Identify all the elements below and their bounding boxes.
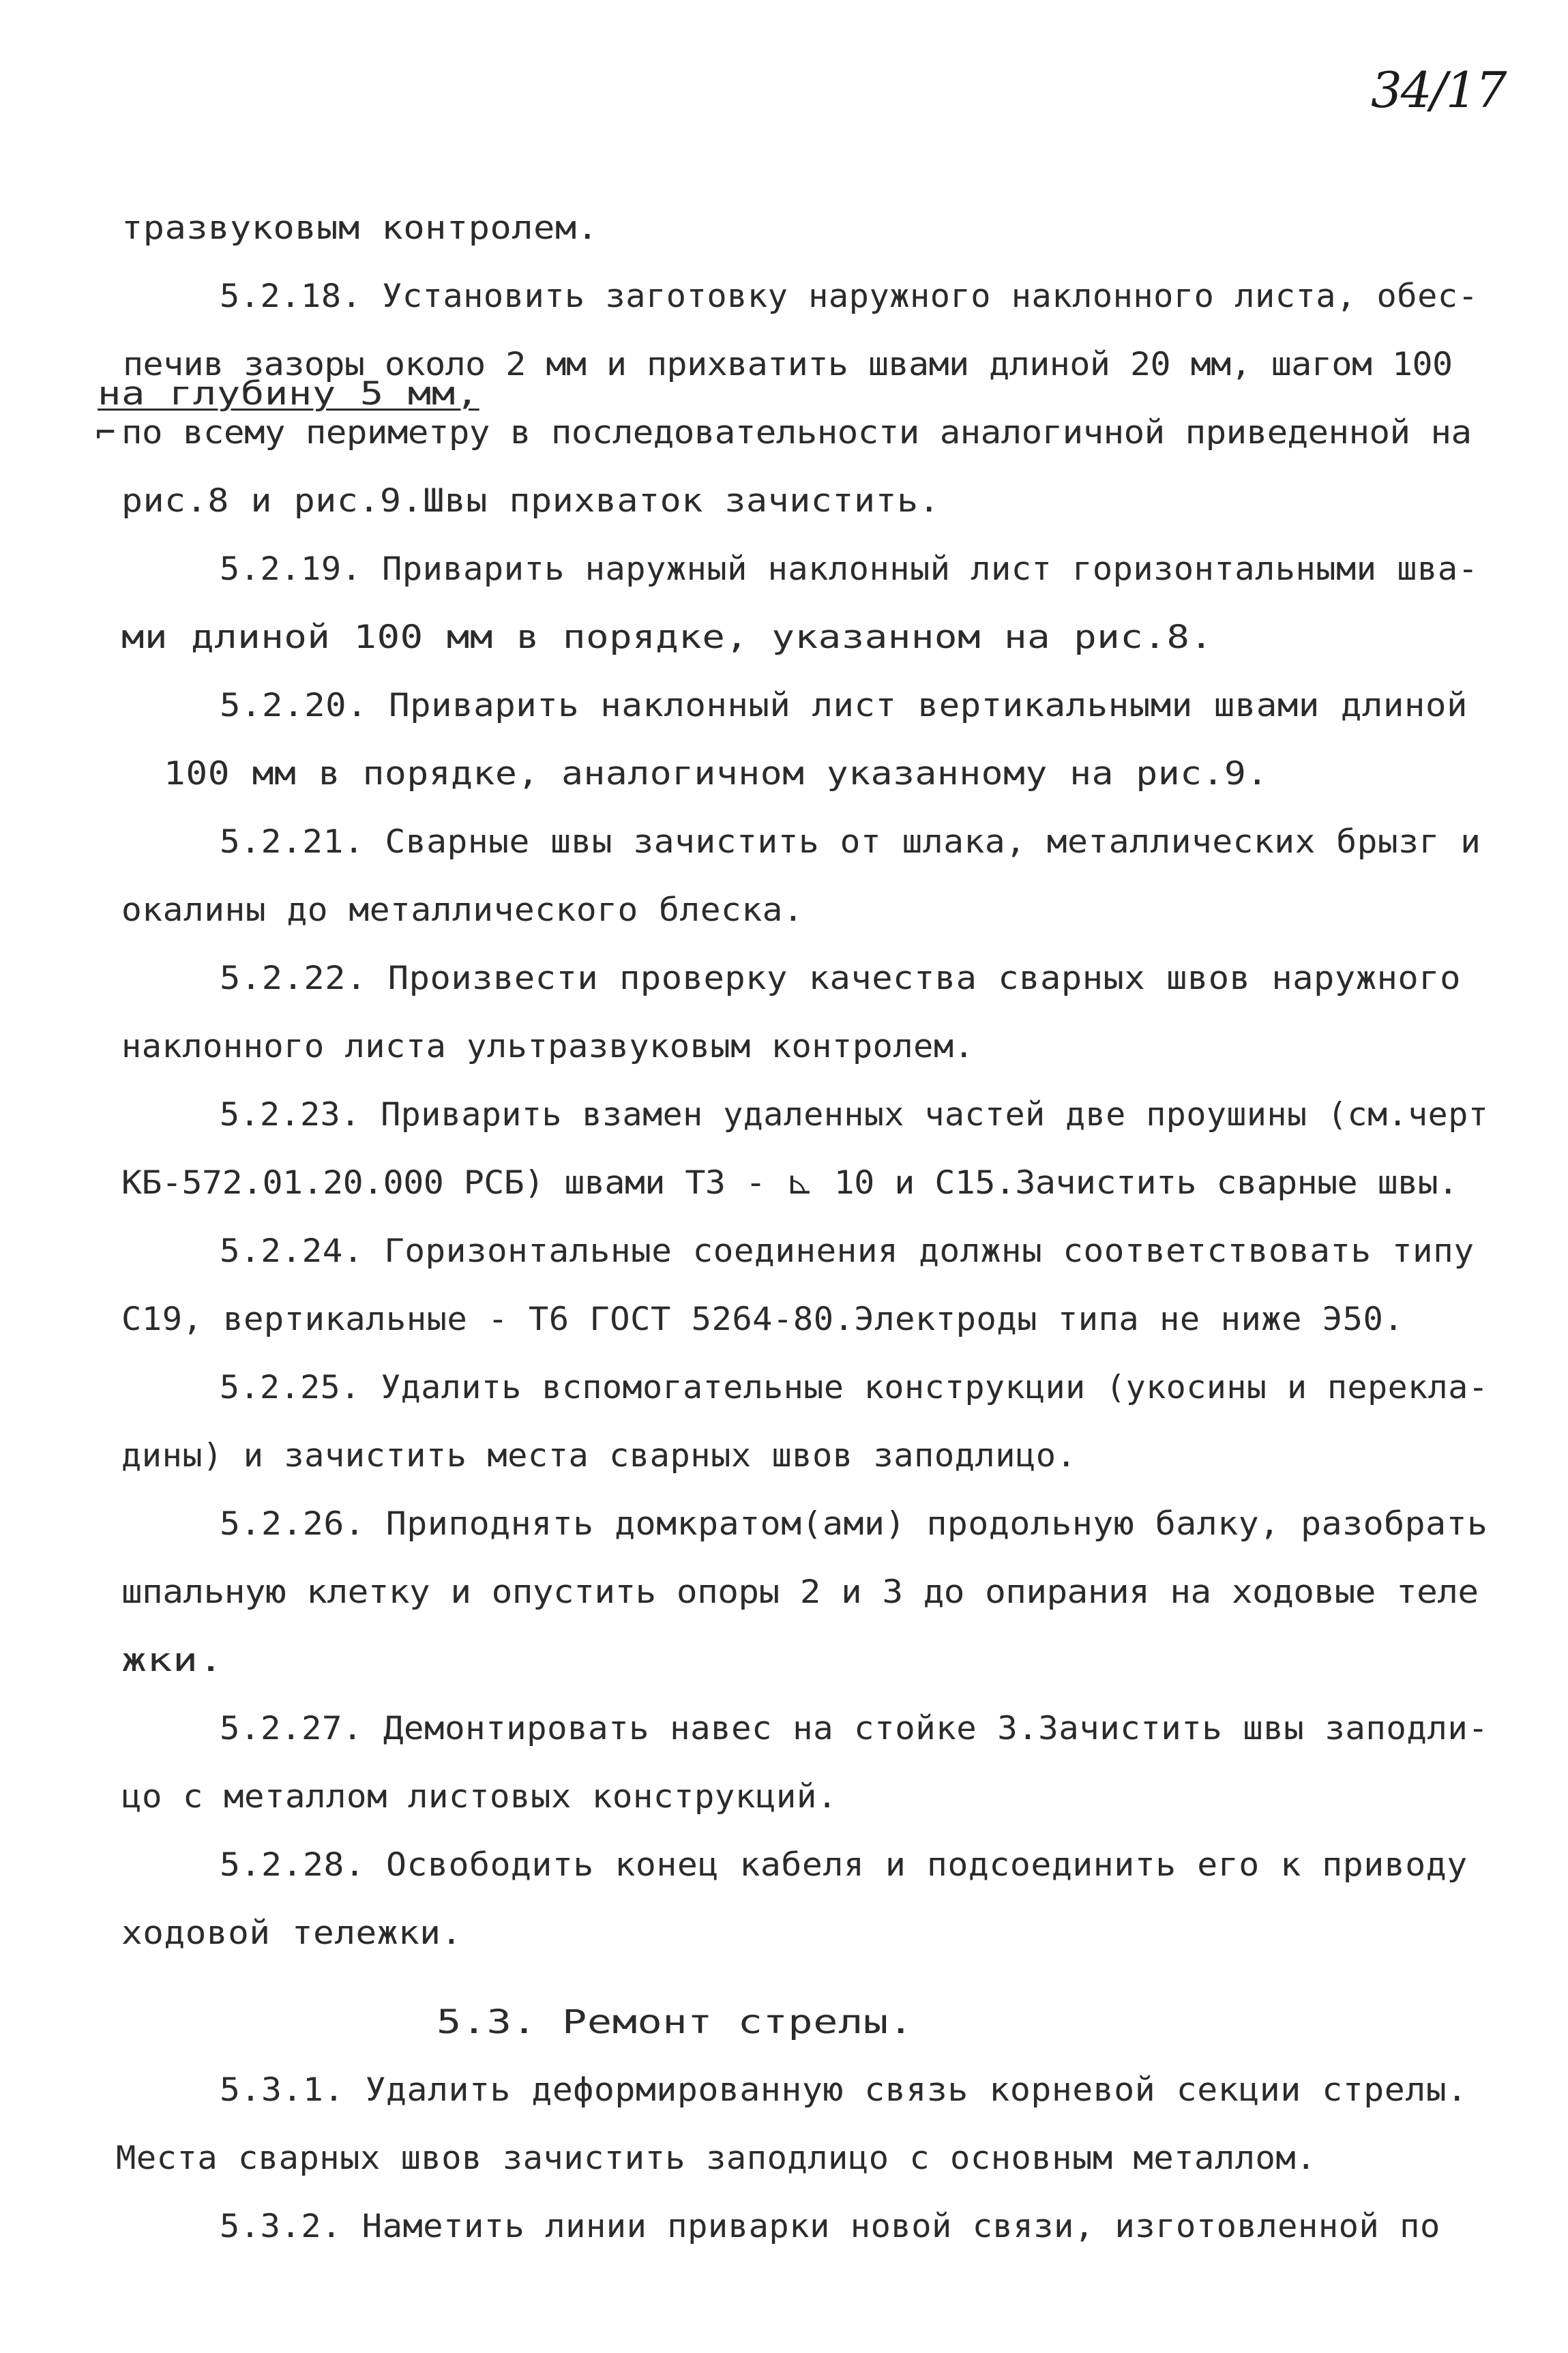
text-line: 5.3.2. Наметить линии приварки новой связи, изготовленной по (220, 2208, 1440, 2245)
inserted-handwritten-note: на глубину 5 мм, (98, 375, 479, 413)
text-line: 5.2.18. Установить заготовку наружного наклонного листа, обес- (220, 278, 1479, 315)
text-line: ми длиной 100 мм в порядке, указанном на рис.8. (121, 619, 1213, 656)
text-line: ходовой тележки. (121, 1914, 462, 1952)
text-line: 100 мм в порядке, аналогичном указанному на рис.9. (164, 755, 1269, 793)
text-line: 5.2.21. Сварные швы зачистить от шлака, металлических брызг и (220, 823, 1481, 861)
text-line: Места сварных швов зачистить заподлицо с основным металлом. (116, 2140, 1316, 2177)
section-heading: 5.3. Ремонт стрелы. (437, 2003, 914, 2041)
text-line: наклонного листа ультразвуковым контролем. (121, 1028, 975, 1065)
text-line: дины) и зачистить места сварных швов заподлицо. (121, 1437, 1077, 1475)
insertion-bracket: ⌐ (95, 413, 116, 454)
text-line: 5.2.19. Приварить наружный наклонный лист горизонтальными шва- (220, 550, 1479, 588)
text-line: шпальную клетку и опустить опоры 2 и 3 до опирания на ходовые теле (121, 1573, 1479, 1611)
text-line: по всему периметру в последовательности аналогичной приведенной на (121, 414, 1472, 452)
text-line: рис.8 и рис.9.Швы прихваток зачистить. (121, 482, 941, 520)
text-line: цо с металлом листовых конструкций. (121, 1778, 838, 1816)
text-line: 5.2.25. Удалить вспомогательные конструкции (укосины и перекла- (220, 1369, 1489, 1406)
text-line: 5.2.20. Приварить наклонный лист вертикальными швами длиной (220, 687, 1468, 724)
text-line: 5.2.23. Приварить взамен удаленных частей две проушины (см.черт (220, 1096, 1489, 1134)
text-line: С19, вертикальные - Т6 ГОСТ 5264-80.Электроды типа не ниже Э50. (121, 1301, 1404, 1338)
text-line: 5.2.24. Горизонтальные соединения должны соответствовать типу (220, 1232, 1475, 1270)
text-line: окалины до металлического блеска. (121, 891, 804, 929)
text-line: жки. (121, 1642, 224, 1679)
text-line: 5.3.1. Удалить деформированную связь корневой секции стрелы. (220, 2071, 1468, 2109)
text-line: печив зазоры около 2 мм и прихватить швами длиной 20 мм, шагом 100 (123, 346, 1453, 383)
text-line: КБ-572.01.20.000 РСБ) швами Т3 - ⊾ 10 и С15.Зачистить сварные швы. (121, 1164, 1458, 1202)
text-line: 5.2.22. Произвести проверку качества сварных швов наружного (220, 960, 1461, 997)
page-number: 34/17 (1371, 61, 1506, 119)
text-line: 5.2.26. Приподнять домкратом(ами) продольную балку, разобрать (220, 1505, 1488, 1543)
text-line: 5.2.28. Освободить конец кабеля и подсоединить его к приводу (220, 1846, 1468, 1884)
text-line: 5.2.27. Демонтировать навес на стойке 3.Зачистить швы заподли- (220, 1710, 1489, 1747)
text-line: тразвуковым контролем. (121, 209, 599, 247)
